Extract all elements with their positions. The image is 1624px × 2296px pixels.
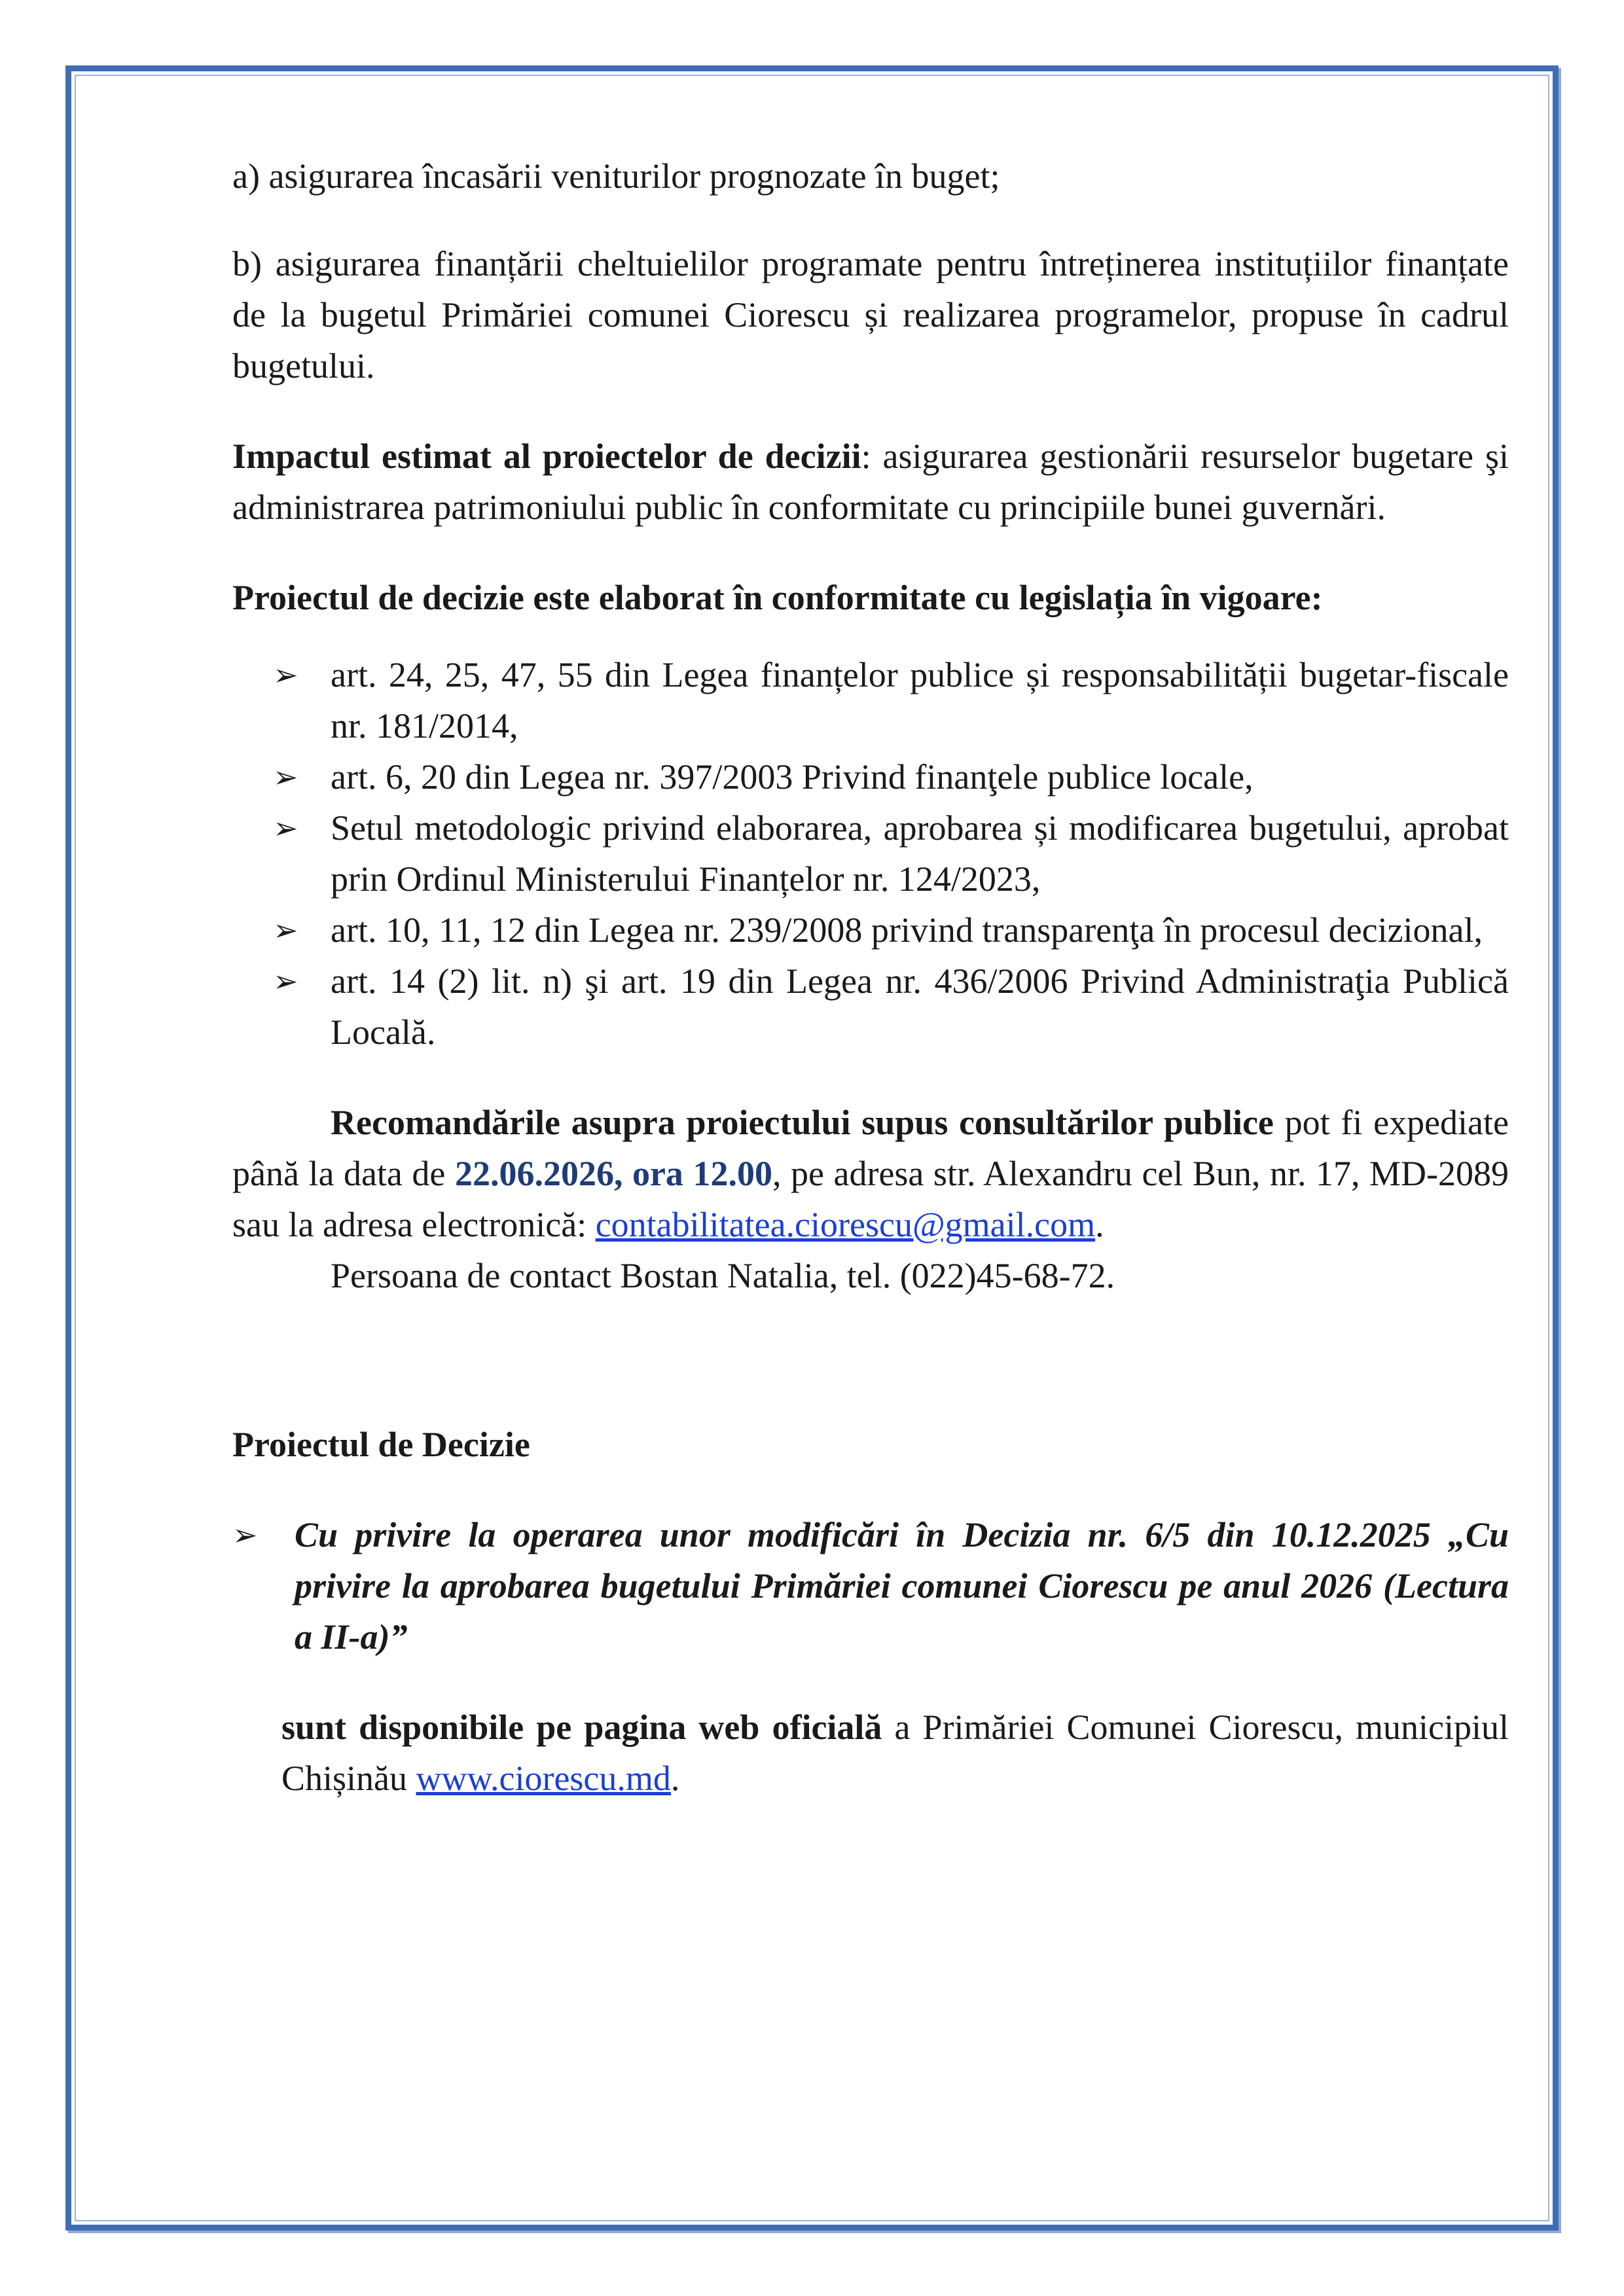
legislation-item-text: art. 10, 11, 12 din Legea nr. 239/2008 privind transparenţa în procesul decizional, xyxy=(331,910,1483,950)
legislation-item-text: art. 24, 25, 47, 55 din Legea finanțelor publice și responsabilității bugetar-fiscale nr. 181/2014, xyxy=(331,655,1509,745)
recommendations-lead: Recomandările asupra proiectului supus consultărilor publice xyxy=(331,1103,1274,1142)
legislation-heading xyxy=(232,572,1509,623)
impact-label: Impactul estimat al proiectelor de decizii xyxy=(232,437,861,476)
arrowhead-bullet-icon: ➢ xyxy=(273,810,298,846)
availability-text: a Primăriei Comunei Ciorescu, municipiul Chișinău xyxy=(281,1708,1509,1798)
impact-paragraph xyxy=(232,431,1509,533)
legislation-item xyxy=(273,649,1509,751)
arrowhead-bullet-icon: ➢ xyxy=(273,963,298,999)
project-item-text: Cu privire la operarea unor modificări în Decizia nr. 6/5 din 10.12.2025 „Cu privire la aprobarea bugetului Primăriei comunei Ciorescu pe anul 2026 (Lectura a II-a)” xyxy=(295,1515,1509,1657)
legislation-list xyxy=(232,649,1509,1058)
recommendations-text-3: . xyxy=(1095,1205,1104,1244)
arrowhead-bullet-icon: ➢ xyxy=(232,1517,258,1552)
legislation-item-text: Setul metodologic privind elaborarea, aprobarea și modificarea bugetului, aprobat prin Ordinul Ministerului Finanțelor nr. 124/2023, xyxy=(331,808,1509,899)
arrowhead-bullet-icon: ➢ xyxy=(273,657,298,692)
contact-person: Persoana de contact Bostan Natalia, tel. (022)45-68-72. xyxy=(331,1256,1115,1295)
legislation-item-text: art. 6, 20 din Legea nr. 397/2003 Privind finanţele publice locale, xyxy=(331,757,1254,797)
arrowhead-bullet-icon: ➢ xyxy=(273,759,298,795)
website-link[interactable]: www.ciorescu.md xyxy=(416,1759,671,1798)
availability-lead: sunt disponibile pe pagina web oficială xyxy=(281,1708,882,1747)
paragraph-a: a) asigurarea încasării veniturilor prognozate în buget; xyxy=(232,156,1000,196)
recommendations-paragraph xyxy=(232,1097,1509,1250)
email-link[interactable]: contabilitatea.ciorescu@gmail.com xyxy=(595,1205,1096,1244)
recommendations-text-1: pot fi expediate până la data de xyxy=(232,1103,1509,1193)
deadline-date: 22.06.2026, ora 12.00 xyxy=(454,1154,772,1193)
legislation-item xyxy=(273,956,1509,1058)
document-body xyxy=(232,151,1509,1804)
legislation-item xyxy=(273,802,1509,905)
recommendations-text-2: , pe adresa str. Alexandru cel Bun, nr. 17, MD-2089 sau la adresa electronică: xyxy=(232,1154,1509,1244)
paragraph-b: b) asigurarea finanțării cheltuielilor programate pentru întreținerea instituțiilor finanțate de la bugetul Primăriei comunei Ciorescu și realizarea programelor, propuse în cadrul bugetului. xyxy=(232,244,1509,386)
legislation-item-text: art. 14 (2) lit. n) şi art. 19 din Legea nr. 436/2006 Privind Administraţia Publică Locală. xyxy=(331,961,1509,1052)
legislation-item xyxy=(273,905,1509,956)
arrowhead-bullet-icon: ➢ xyxy=(273,912,298,948)
project-heading xyxy=(232,1419,1509,1470)
availability-paragraph xyxy=(232,1702,1509,1804)
legislation-heading-text: Proiectul de decizie este elaborat în conformitate cu legislația în vigoare: xyxy=(232,578,1323,617)
availability-text-end: . xyxy=(670,1759,680,1798)
project-item xyxy=(232,1509,1509,1662)
impact-text: : asigurarea gestionării resurselor bugetare şi administrarea patrimoniului public în conformitate cu principiile bunei guvernări. xyxy=(232,437,1509,527)
project-heading-text: Proiectul de Decizie xyxy=(232,1425,530,1464)
legislation-item xyxy=(273,751,1509,802)
